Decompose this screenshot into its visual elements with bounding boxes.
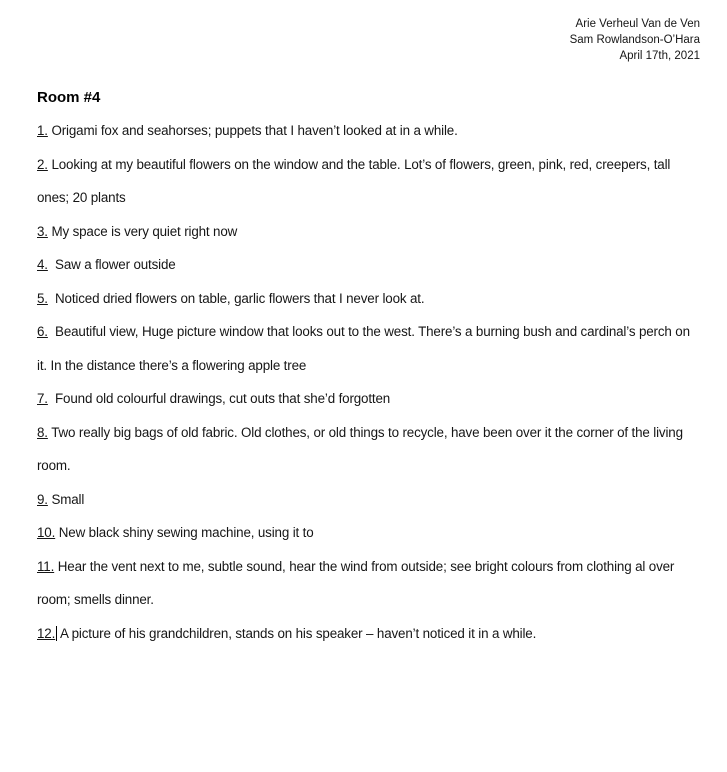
item-number: 8. <box>37 424 48 440</box>
item-number: 5. <box>37 290 48 306</box>
item-text: New black shiny sewing machine, using it to <box>58 525 314 540</box>
item-number: 10. <box>37 525 56 540</box>
item-text: Saw a flower outside <box>55 257 176 272</box>
item-number: 4. <box>37 257 48 272</box>
list-item[interactable] <box>37 114 699 148</box>
list-item[interactable] <box>37 382 699 416</box>
item-number: 6. <box>37 324 48 339</box>
header-author-line: Arie Verheul Van de Ven <box>575 18 700 30</box>
item-text: Origami fox and seahorses; puppets that I haven’t looked at in a while. <box>51 123 458 138</box>
item-text: Two really big bags of old fabric. Old clothes, or old things to recycle, have been over it the corner of the living room. <box>37 424 683 473</box>
list-item[interactable] <box>37 550 699 617</box>
list-item[interactable] <box>37 617 699 651</box>
item-text: My space is very quiet right now <box>51 223 238 239</box>
header-author-line: Sam Rowlandson-O’Hara <box>569 34 700 46</box>
document-header <box>0 0 727 64</box>
numbered-list <box>37 114 699 650</box>
list-item[interactable] <box>37 416 699 483</box>
list-item[interactable] <box>37 516 699 550</box>
page-title: Room #4 <box>37 89 101 106</box>
item-number: 7. <box>37 391 48 406</box>
item-number: 11. <box>37 558 55 574</box>
list-item[interactable] <box>37 483 699 517</box>
item-text: Noticed dried flowers on table, garlic flowers that I never look at. <box>55 290 425 306</box>
header-date-line: April 17th, 2021 <box>619 50 700 62</box>
item-text: Beautiful view, Huge picture window that looks out to the west. There’s a burning bush and cardinal’s perch on it. In the distance there’s a flowering apple tree <box>37 324 690 373</box>
list-item[interactable] <box>37 315 699 382</box>
item-text: A picture of his grandchildren, stands on his speaker – haven’t noticed it in a while. <box>60 625 537 641</box>
list-item[interactable] <box>37 248 699 282</box>
item-number: 12. <box>37 625 56 641</box>
item-text: Found old colourful drawings, cut outs that she’d forgotten <box>55 391 391 406</box>
list-item[interactable] <box>37 282 699 316</box>
item-text: Small <box>51 491 85 507</box>
item-number: 2. <box>37 156 48 172</box>
item-text: Looking at my beautiful flowers on the window and the table. Lot’s of flowers, green, pink, red, creepers, tall ones; 20 plants <box>37 156 671 205</box>
text-cursor <box>56 626 57 641</box>
list-item[interactable] <box>37 148 699 215</box>
item-number: 1. <box>37 123 48 138</box>
list-item[interactable] <box>37 215 699 249</box>
item-number: 3. <box>37 223 48 239</box>
item-text: Hear the vent next to me, subtle sound, hear the wind from outside; see bright colours from clothing al over room; smells dinner. <box>37 558 675 607</box>
item-number: 9. <box>37 491 48 507</box>
